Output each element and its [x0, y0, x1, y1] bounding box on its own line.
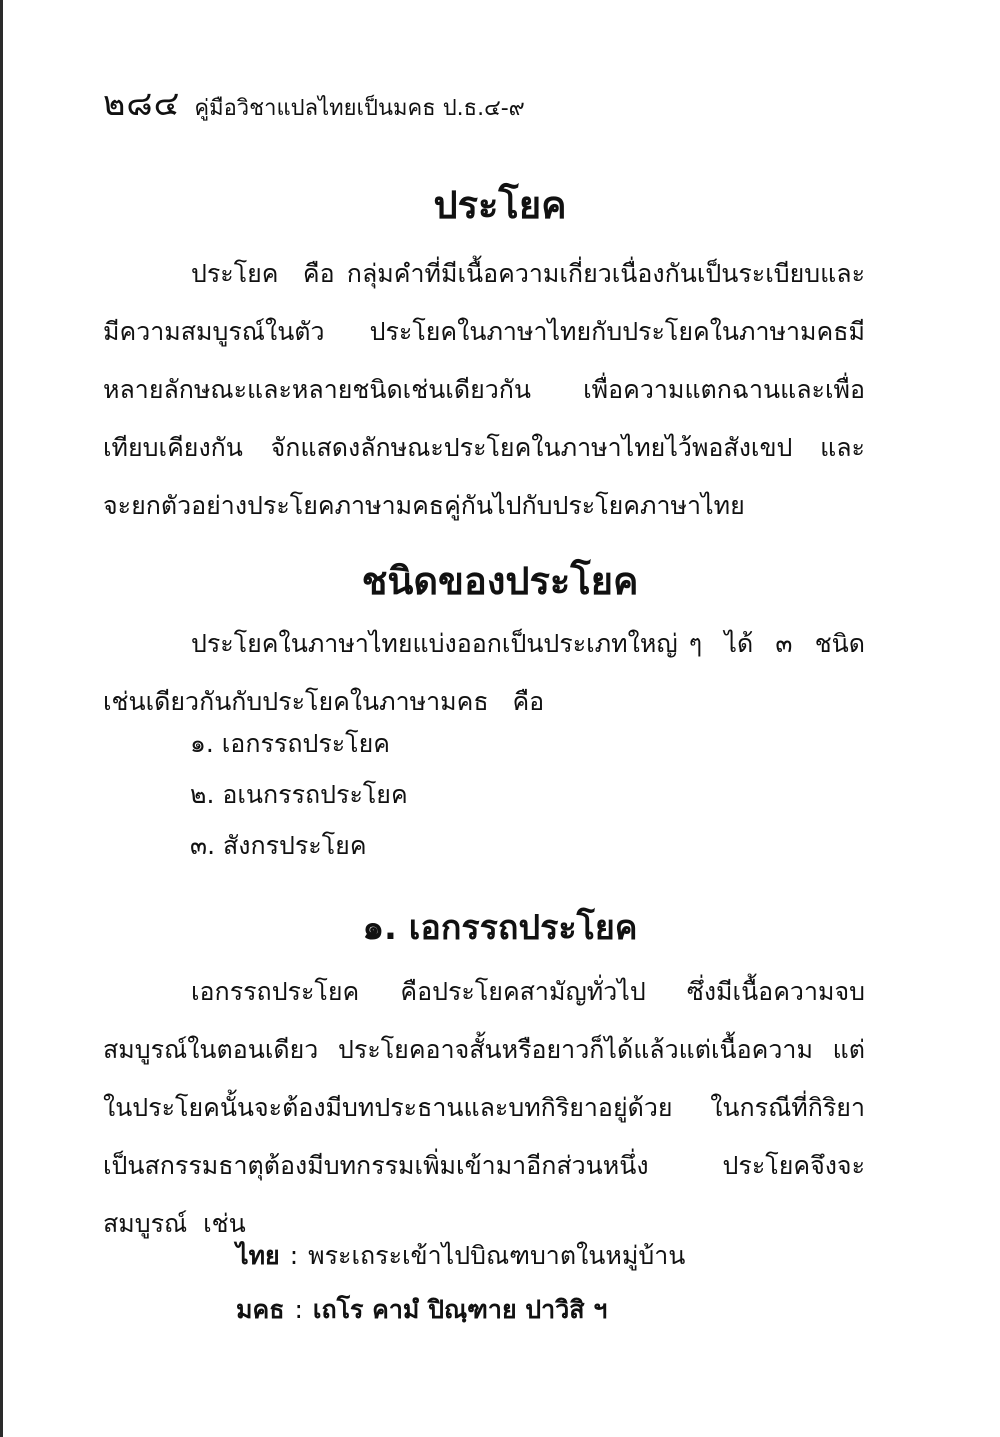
running-title: คู่มือวิชาแปลไทยเป็นมคธ ป.ธ.๔-๙ [194, 96, 525, 121]
paragraph-line: จะยกตัวอย่างประโยคภาษามคธคู่กันไปกับประโยคภาษาไทย [103, 491, 745, 520]
example-pali-label: มคธ [236, 1295, 285, 1324]
example-separator: : [289, 1241, 299, 1270]
paragraph-line: ประโยคในภาษาไทยแบ่งออกเป็นประเภทใหญ่ ๆ ได้ ๓ ชนิด [191, 629, 865, 658]
list-item: ๒. อเนกรรถประโยค [190, 780, 408, 809]
section-heading-sentence: ประโยค [433, 183, 567, 227]
paragraph-simple-sentence [103, 963, 865, 1253]
page-number: ๒๘๔ [103, 84, 181, 124]
running-header [103, 76, 525, 130]
section-heading-simple-sentence: ๑. เอกรรถประโยค [362, 908, 638, 948]
example-thai-label: ไทย [236, 1241, 280, 1270]
example-thai [236, 1228, 685, 1284]
section-heading-sentence-types: ชนิดของประโยค [361, 559, 639, 603]
example-pali-text: เถโร คามํ ปิณฺฑาย ปาวิสิ ฯ [312, 1295, 608, 1324]
paragraph-sentence-definition [103, 245, 865, 535]
list-item: ๓. สังกรประโยค [190, 831, 367, 860]
paragraph-line: เทียบเคียงกัน จักแสดงลักษณะประโยคในภาษาไทยไว้พอสังเขป และ [103, 433, 865, 462]
example-thai-text: พระเถระเข้าไปบิณฑบาตในหมู่บ้าน [308, 1241, 686, 1270]
paragraph-line: ประโยค คือ กลุ่มคำที่มีเนื้อความเกี่ยวเนื่องกันเป็นระเบียบและ [191, 259, 865, 288]
paragraph-line: เอกรรถประโยค คือประโยคสามัญทั่วไป ซึ่งมีเนื้อความจบ [191, 977, 865, 1006]
example-pali [236, 1282, 607, 1338]
paragraph-line: เป็นสกรรมธาตุต้องมีบทกรรมเพิ่มเข้ามาอีกส่วนหนึ่ง ประโยคจึงจะ [103, 1151, 865, 1180]
paragraph-line: หลายลักษณะและหลายชนิดเช่นเดียวกัน เพื่อความแตกฉานและเพื่อ [103, 375, 865, 404]
paragraph-line: ในประโยคนั้นจะต้องมีบทประธานและบทกิริยาอยู่ด้วย ในกรณีที่กิริยา [103, 1093, 865, 1122]
paragraph-sentence-types [103, 615, 865, 731]
paragraph-line: มีความสมบูรณ์ในตัว ประโยคในภาษาไทยกับประโยคในภาษามคธมี [103, 317, 865, 346]
example-separator: : [294, 1295, 303, 1324]
paragraph-line: สมบูรณ์ในตอนเดียว ประโยคอาจสั้นหรือยาวก็ได้แล้วแต่เนื้อความ แต่ [103, 1035, 865, 1064]
paragraph-line: เช่นเดียวกันกับประโยคในภาษามคธ คือ [103, 687, 545, 716]
list-item: ๑. เอกรรถประโยค [190, 729, 390, 758]
paragraph-line: สมบูรณ์ เช่น [103, 1209, 246, 1238]
sentence-type-list [190, 718, 408, 871]
